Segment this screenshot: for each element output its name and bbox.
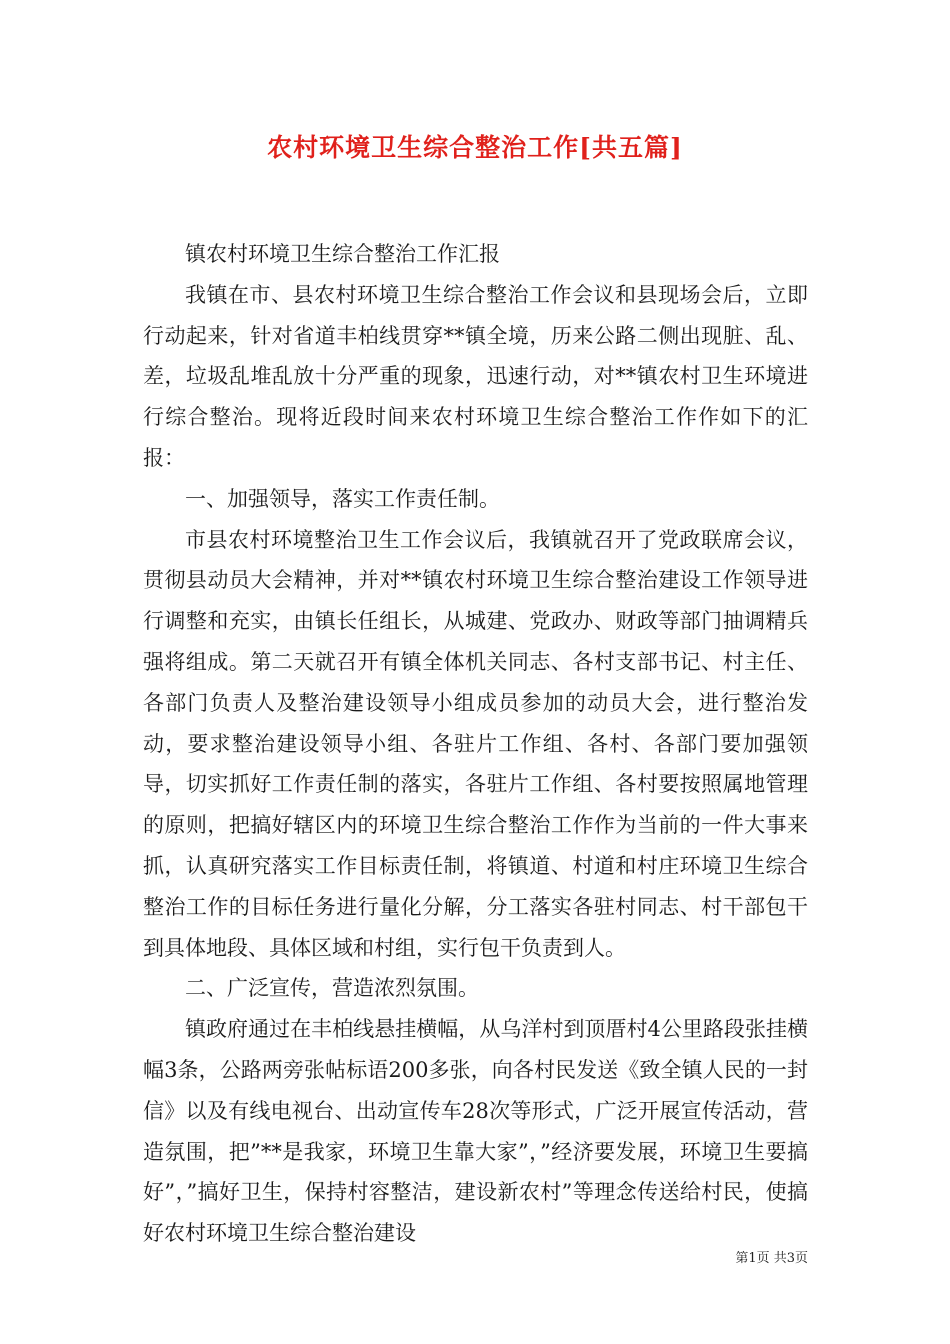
- paragraph: 市县农村环境整治卫生工作会议后，我镇就召开了党政联席会议，贯彻县动员大会精神，并对**镇农村环境卫生综合整治建设工作领导进行调整和充实，由镇长任组长，从城建、党政办、财政等部门抽调精兵强将组成。第二天就召开有镇全体机关同志、各村支部书记、村主任、各部门负责人及整治建设领导小组成员参加的动员大会，进行整治发动，要求整治建设领导小组、各驻片工作组、各村、各部门要加强领导，切实抓好工作责任制的落实，各驻片工作组、各村要按照属地管理的原则，把搞好辖区内的环境卫生综合整治工作作为当前的一件大事来抓，认真研究落实工作目标责任制，将镇道、村道和村庄环境卫生综合整治工作的目标任务进行量化分解，分工落实各驻村同志、村干部包干到具体地段、具体区域和村组，实行包干负责到人。: [143, 527, 808, 960]
- paragraph-heading: 镇农村环境卫生综合整治工作汇报: [185, 242, 500, 266]
- section-heading: 一、加强领导，落实工作责任制。: [185, 486, 500, 511]
- paragraph: 我镇在市、县农村环境卫生综合整治工作会议和县现场会后，立即行动起来，针对省道丰柏线贯穿**镇全境，历来公路二侧出现脏、乱、差，垃圾乱堆乱放十分严重的现象，迅速行动，对**镇农村卫生环境进行综合整治。现将近段时间来农村环境卫生综合整治工作作如下的汇报：: [143, 282, 808, 470]
- page-number: 第1页 共3页: [735, 1251, 808, 1266]
- document-title: 农村环境卫生综合整治工作[共五篇]: [267, 133, 683, 162]
- section-heading: 二、广泛宣传，营造浓烈氛围。: [185, 976, 479, 1001]
- paragraph: 镇政府通过在丰柏线悬挂横幅，从乌洋村到顶厝村4公里路段张挂横幅3条，公路两旁张帖标语200多张，向各村民发送《致全镇人民的一封信》以及有线电视台、出动宣传车28次等形式，广泛开展宣传活动，营造氛围，把”**是我家，环境卫生靠大家”，”经济要发展，环境卫生要搞好”，”搞好卫生，保持村容整洁，建设新农村”等理念传送给村民，使搞好农村环境卫生综合整治建设: [143, 1017, 808, 1246]
- document-body: [143, 234, 808, 1254]
